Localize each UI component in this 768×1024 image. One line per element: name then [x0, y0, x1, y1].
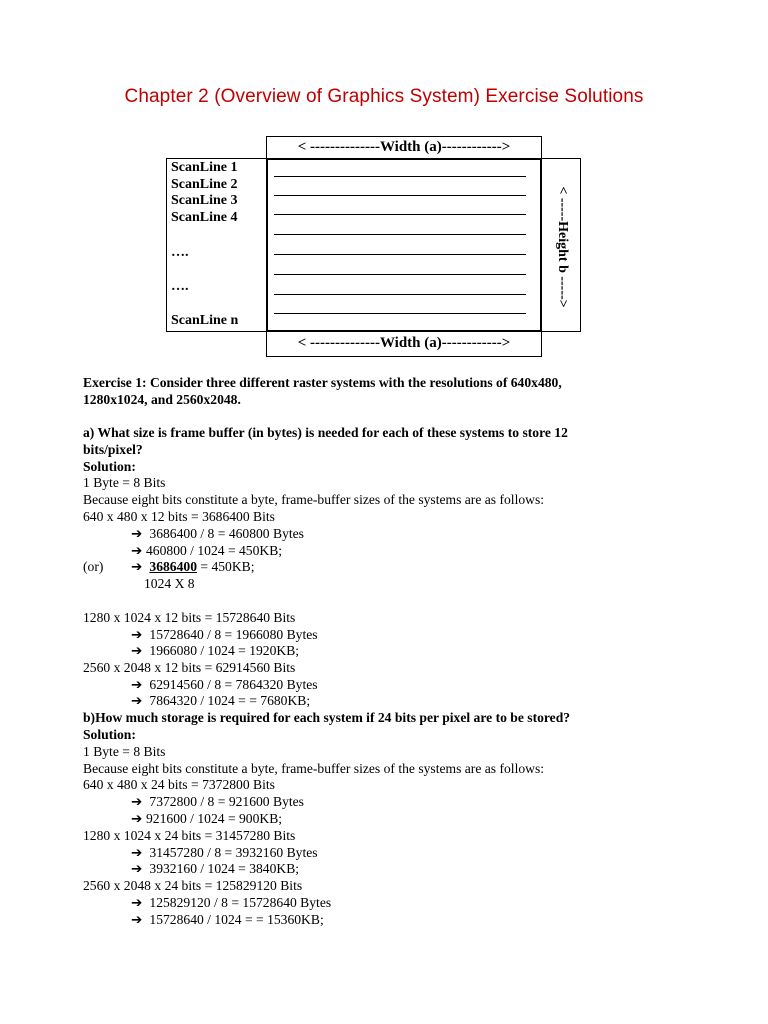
question-a: bits/pixel?	[83, 442, 143, 457]
arrow-icon: ➔	[131, 693, 143, 708]
solution-label: Solution:	[83, 459, 136, 474]
solution-line: ➔ 3686400 = 450KB;	[131, 559, 255, 574]
arrow-icon: ➔	[131, 861, 143, 876]
solution-line: ➔ 15728640 / 8 = 1966080 Bytes	[131, 627, 318, 642]
height-label	[549, 172, 575, 322]
solution-line: ➔ 1966080 / 1024 = 1920KB;	[131, 643, 300, 658]
arrow-icon: ➔	[131, 643, 143, 658]
or-label: (or)	[83, 559, 104, 574]
solution-line: 1 Byte = 8 Bits	[83, 475, 166, 490]
solution-line: ➔ 3932160 / 1024 = 3840KB;	[131, 861, 300, 876]
scanline-rule	[274, 214, 526, 215]
scanline-label: ScanLine 3	[171, 193, 238, 208]
solution-line: 2560 x 2048 x 24 bits = 125829120 Bits	[83, 878, 303, 893]
question-a: a) What size is frame buffer (in bytes) is needed for each of these systems to store 12	[83, 425, 568, 440]
scanline-rule	[274, 294, 526, 295]
arrow-icon: ➔	[131, 543, 143, 558]
solution-line: 640 x 480 x 12 bits = 3686400 Bits	[83, 509, 275, 524]
scanline-label: ScanLine n	[171, 313, 239, 328]
scanline-rule	[274, 313, 526, 314]
scanline-rule	[274, 274, 526, 275]
exercise-heading: Exercise 1: Consider three different raster systems with the resolutions of 640x480,	[83, 375, 562, 390]
solution-line: ➔ 31457280 / 8 = 3932160 Bytes	[131, 845, 318, 860]
solution-line: 1 Byte = 8 Bits	[83, 744, 166, 759]
solution-label: Solution:	[83, 727, 136, 742]
arrow-icon: ➔	[131, 794, 143, 809]
fraction-denominator: 1024 X 8	[144, 576, 195, 591]
scanline-rule	[274, 176, 526, 177]
solution-line: Because eight bits constitute a byte, frame-buffer sizes of the systems are as follows:	[83, 492, 545, 507]
solution-line: ➔ 125829120 / 8 = 15728640 Bytes	[131, 895, 332, 910]
solution-line: ➔ 7864320 / 1024 = = 7680KB;	[131, 693, 311, 708]
solution-line: Because eight bits constitute a byte, frame-buffer sizes of the systems are as follows:	[83, 761, 545, 776]
solution-line: ➔ 62914560 / 8 = 7864320 Bytes	[131, 677, 318, 692]
arrow-icon: ➔	[131, 627, 143, 642]
solution-line: 640 x 480 x 24 bits = 7372800 Bits	[83, 777, 275, 792]
width-label-top: < --------------Width (a)------------>	[297, 139, 511, 155]
question-b: b)How much storage is required for each system if 24 bits per pixel are to be stored?	[83, 710, 571, 725]
solution-line: 1280 x 1024 x 12 bits = 15728640 Bits	[83, 610, 296, 625]
arrow-icon: ➔	[131, 526, 143, 541]
solution-line: ➔ 3686400 / 8 = 460800 Bytes	[131, 526, 304, 541]
frame-box	[266, 158, 542, 332]
solution-line: 1280 x 1024 x 24 bits = 31457280 Bits	[83, 828, 296, 843]
scanline-rule	[274, 254, 526, 255]
height-label-text: < -----Height b ----->	[555, 186, 570, 308]
solution-line: ➔ 15728640 / 1024 = = 15360KB;	[131, 912, 324, 927]
arrow-icon: ➔	[131, 677, 143, 692]
scanline-rule	[274, 195, 526, 196]
scanline-label: ScanLine 1	[171, 160, 238, 175]
solution-line: ➔ 921600 / 1024 = 900KB;	[131, 811, 283, 826]
arrow-icon: ➔	[131, 895, 143, 910]
solution-line: ➔ 460800 / 1024 = 450KB;	[131, 543, 283, 558]
width-label-bottom: < --------------Width (a)------------>	[297, 335, 511, 351]
scanline-label: ….	[171, 245, 189, 260]
page-title: Chapter 2 (Overview of Graphics System) Exercise Solutions	[124, 86, 644, 107]
scanline-label: ScanLine 2	[171, 177, 238, 192]
scanline-label: ….	[171, 279, 189, 294]
arrow-icon: ➔	[131, 559, 143, 574]
scanline-label: ScanLine 4	[171, 210, 238, 225]
exercise-heading: 1280x1024, and 2560x2048.	[83, 392, 241, 407]
solution-line: 2560 x 2048 x 12 bits = 62914560 Bits	[83, 660, 296, 675]
solution-line: ➔ 7372800 / 8 = 921600 Bytes	[131, 794, 304, 809]
arrow-icon: ➔	[131, 912, 143, 927]
scanline-rule	[274, 234, 526, 235]
arrow-icon: ➔	[131, 811, 143, 826]
arrow-icon: ➔	[131, 845, 143, 860]
